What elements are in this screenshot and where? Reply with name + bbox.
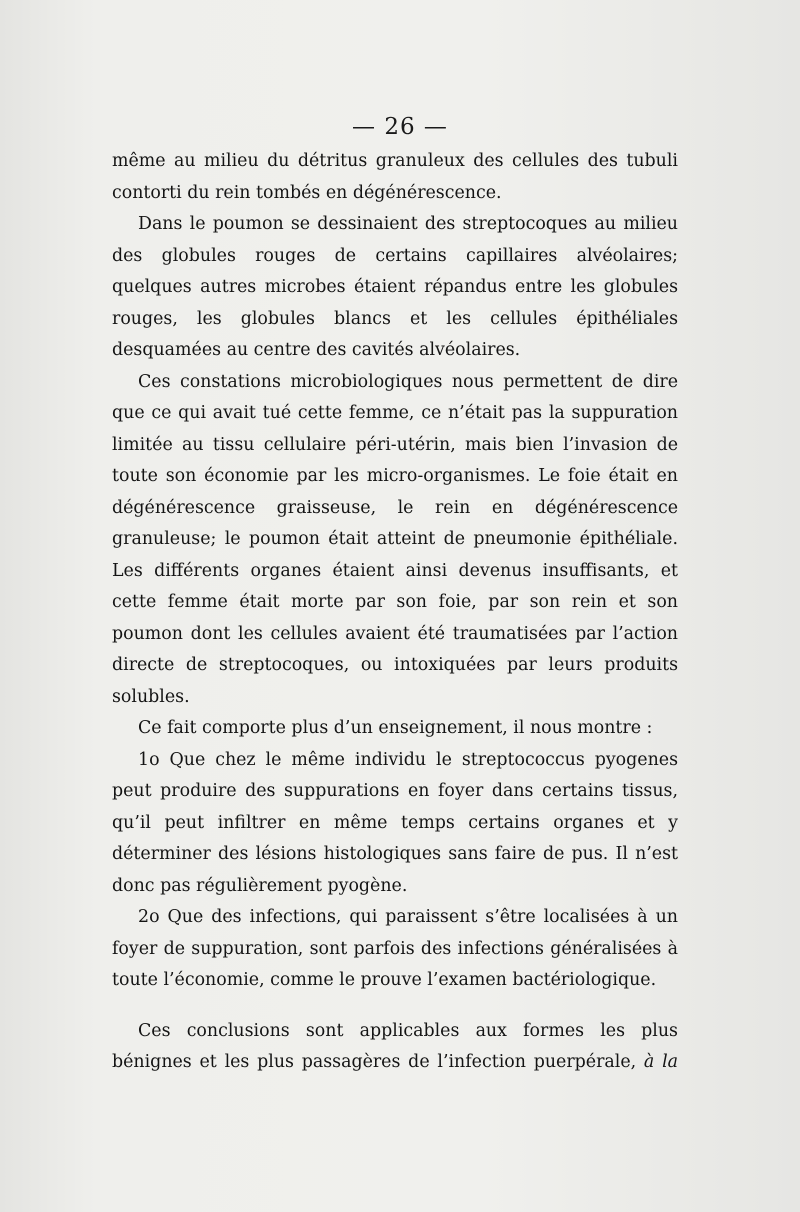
- italic-continuation: à la: [643, 1052, 678, 1072]
- paragraph-point-1: 1o Que chez le même individu le streptococcus pyogenes peut produire des suppurations en foyer dans certains tissus, qu’il peut infiltrer en même temps certains organes et y déterminer des lésions histologiques sans faire de pus. Il n’est donc pas régulièrement pyogène.: [112, 749, 678, 896]
- paragraph-poumon: Dans le poumon se dessinaient des streptocoques au milieu des globules rouges de certains capillaires alvéolaires; quelques autres microbes étaient répandus entre les globules rouges, les globules blancs et les cellules épithéliales desquamées au centre des cavités alvéolaires.: [112, 214, 678, 360]
- conclusions-text: Ces conclusions sont applicables aux formes les plus bénignes et les plus passagères de l’infection puerpérale,: [112, 1020, 678, 1072]
- paragraph-conclusions: [112, 1016, 678, 1079]
- page-number: — 26 —: [352, 114, 448, 140]
- body-text: [112, 146, 678, 1079]
- paragraph-continuation: même au milieu du détritus granuleux des cellules des tubuli contorti du rein tombés en dégénérescence.: [112, 151, 678, 203]
- paragraph-constations: Ces constations microbiologiques nous permettent de dire que ce qui avait tué cette femme, ce n’était pas la suppuration limitée au tissu cellulaire péri-utérin, mais bien l’invasion de toute son économie par les micro-organismes. Le foie était en dégénérescence graisseuse, le rein en dégénérescence granuleuse; le poumon était atteint de pneumonie épithéliale. Les différents organes étaient ainsi devenus insuffisants, et cette femme était morte par son foie, par son rein et son poumon dont les cellules avaient été traumatisées par l’action directe de streptocoques, ou intoxiquées par leurs produits solubles.: [112, 371, 678, 707]
- paragraph-enseignement: Ce fait comporte plus d’un enseignement, il nous montre :: [138, 718, 653, 738]
- paragraph-point-2: 2o Que des infections, qui paraissent s’être localisées à un foyer de suppuration, sont parfois des infections généralisées à toute l’économie, comme le prouve l’examen bactériologique.: [112, 907, 678, 990]
